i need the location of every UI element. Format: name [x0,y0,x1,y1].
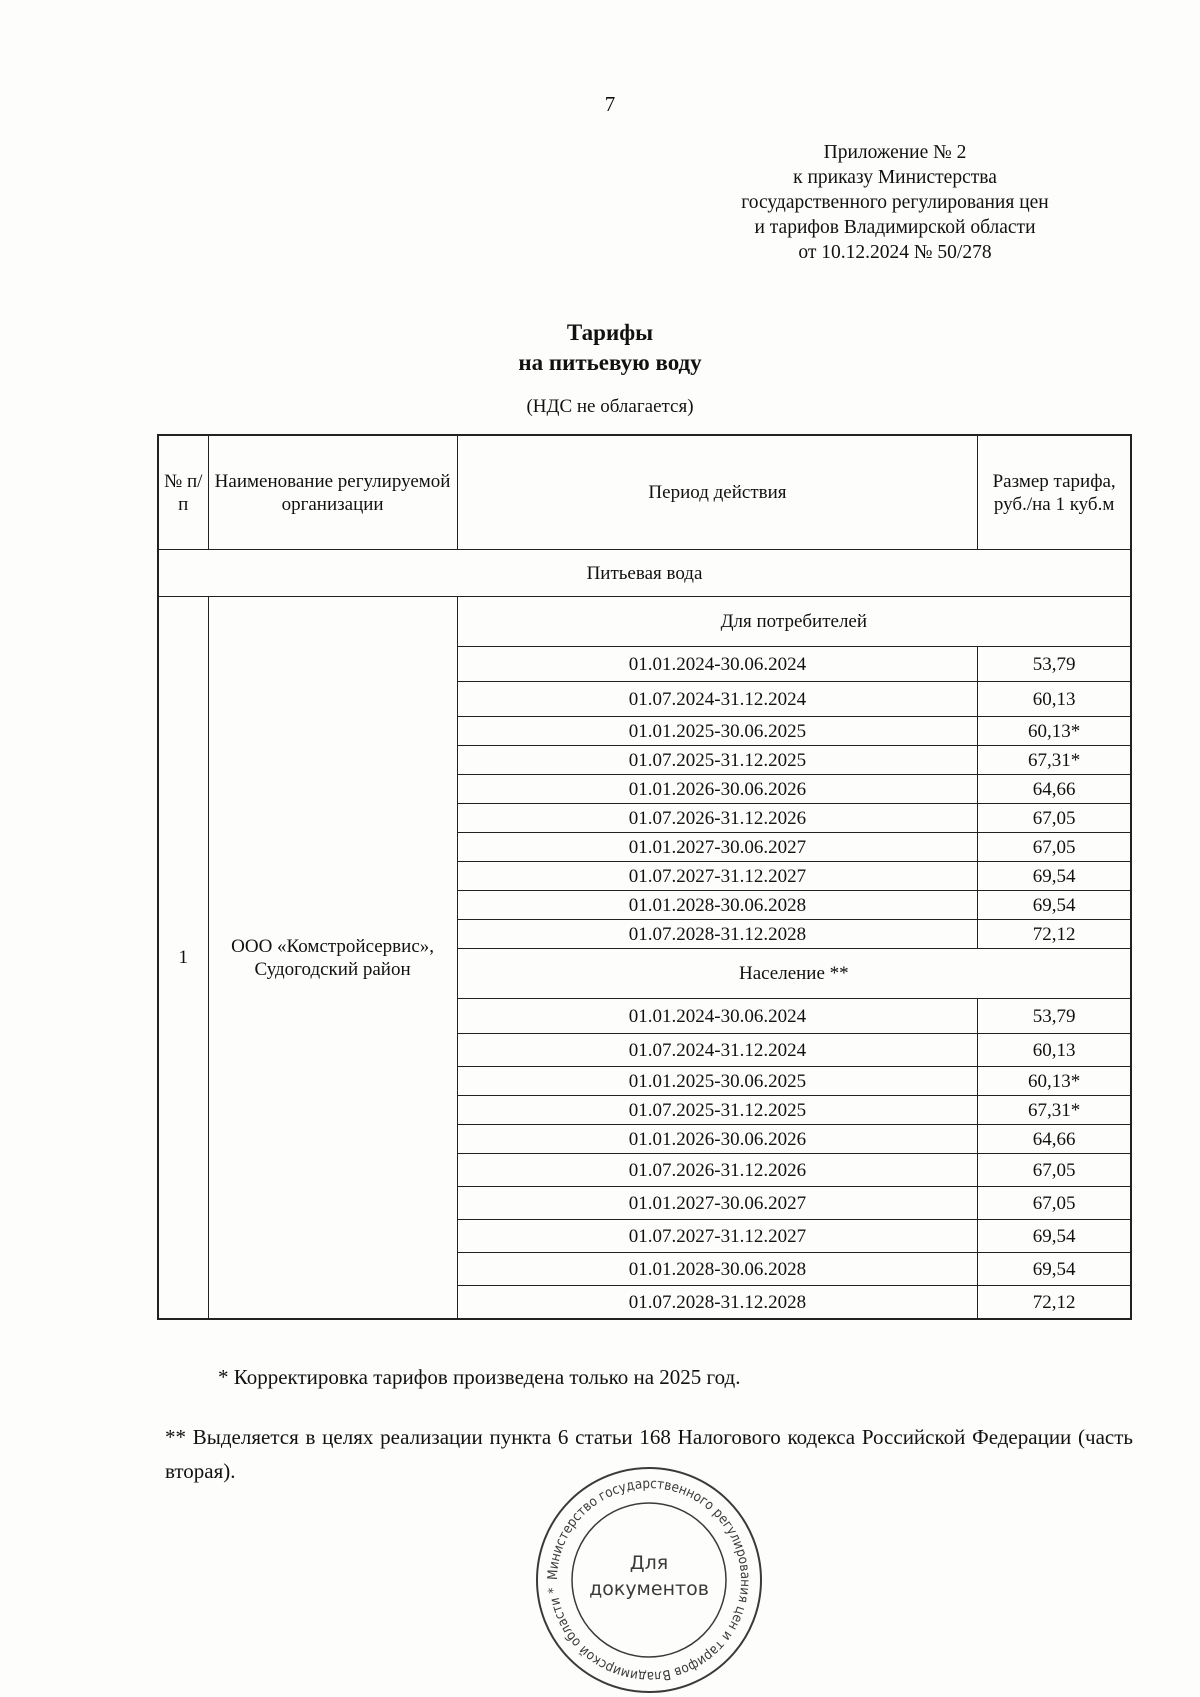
footnote-2: ** Выделяется в целях реализации пункта 6 статьи 168 Налогового кодекса Российской Федерации (часть вторая). [165,1425,1133,1483]
period-cell: 01.01.2025-30.06.2025 [457,717,978,746]
period-cell: 01.07.2028-31.12.2028 [457,920,978,949]
title-line-1: Тарифы [566,320,654,345]
title-line-2: на питьевую воду [518,350,702,375]
official-stamp [532,1463,766,1697]
period-cell: 01.01.2028-30.06.2028 [457,891,978,920]
footnote-1: * Корректировка тарифов произведена только на 2025 год. [218,1365,741,1389]
group-header-row [158,597,1131,647]
period-cell: 01.07.2025-31.12.2025 [457,746,978,775]
header-period: Период действия [457,435,978,550]
appendix-line: к приказу Министерства [793,167,997,188]
period-cell: 01.01.2026-30.06.2026 [457,775,978,804]
period-cell: 01.07.2027-31.12.2027 [457,862,978,891]
stamp-ring-text: Министерство государственного регулирования цен и тарифов Владимирской области * [544,1475,754,1685]
tariff-value-cell: 64,66 [978,775,1131,804]
appendix-line: от 10.12.2024 № 50/278 [798,242,992,263]
tariff-value-cell: 53,79 [978,647,1131,682]
tariff-value-cell: 67,31* [978,746,1131,775]
header-org: Наименование регулируемой организации [208,435,457,550]
tariff-value-cell: 67,05 [978,833,1131,862]
tariff-value-cell: 60,13* [978,1067,1131,1096]
period-cell: 01.07.2024-31.12.2024 [457,682,978,717]
period-cell: 01.01.2027-30.06.2027 [457,833,978,862]
period-cell: 01.07.2025-31.12.2025 [457,1096,978,1125]
period-cell: 01.01.2025-30.06.2025 [457,1067,978,1096]
tariff-value-cell: 60,13 [978,682,1131,717]
tariff-value-cell: 69,54 [978,1220,1131,1253]
tariff-value-cell: 72,12 [978,920,1131,949]
tariff-value-cell: 60,13 [978,1034,1131,1067]
tariff-value-cell: 69,54 [978,891,1131,920]
tariff-value-cell: 64,66 [978,1125,1131,1154]
row-number: 1 [158,597,208,1320]
organization-name: ООО «Комстройсервис», Судогодский район [208,597,457,1320]
appendix-line: Приложение № 2 [823,142,967,163]
tariff-table [157,434,1132,1320]
header-value: Размер тарифа, руб./на 1 куб.м [978,435,1131,550]
group-label: Население ** [457,949,1131,999]
tariff-value-cell: 67,05 [978,1154,1131,1187]
tariff-value-cell: 72,12 [978,1286,1131,1320]
tariff-value-cell: 69,54 [978,1253,1131,1286]
period-cell: 01.01.2026-30.06.2026 [457,1125,978,1154]
tariff-value-cell: 53,79 [978,999,1131,1034]
period-cell: 01.07.2028-31.12.2028 [457,1286,978,1320]
tariff-value-cell: 67,05 [978,804,1131,833]
tariff-value-cell: 67,31* [978,1096,1131,1125]
period-cell: 01.01.2027-30.06.2027 [457,1187,978,1220]
appendix-header [700,140,1090,265]
period-cell: 01.01.2024-30.06.2024 [457,999,978,1034]
tariff-value-cell: 60,13* [978,717,1131,746]
page-number: 7 [604,92,616,116]
tariff-value-cell: 67,05 [978,1187,1131,1220]
period-cell: 01.01.2028-30.06.2028 [457,1253,978,1286]
document-title [440,318,780,378]
period-cell: 01.01.2024-30.06.2024 [457,647,978,682]
period-cell: 01.07.2026-31.12.2026 [457,1154,978,1187]
table-header-row [158,435,1131,550]
stamp-center-line-2: документов [589,1578,709,1600]
section-label: Питьевая вода [158,550,1131,597]
header-num: № п/п [158,435,208,550]
period-cell: 01.07.2027-31.12.2027 [457,1220,978,1253]
group-label: Для потребителей [457,597,1131,647]
appendix-line: и тарифов Владимирской области [754,217,1036,238]
appendix-line: государственного регулирования цен [741,192,1049,213]
tariff-value-cell: 69,54 [978,862,1131,891]
vat-note: (НДС не облагается) [526,396,694,417]
period-cell: 01.07.2024-31.12.2024 [457,1034,978,1067]
section-row [158,550,1131,597]
stamp-center-line-1: Для [629,1552,669,1574]
period-cell: 01.07.2026-31.12.2026 [457,804,978,833]
